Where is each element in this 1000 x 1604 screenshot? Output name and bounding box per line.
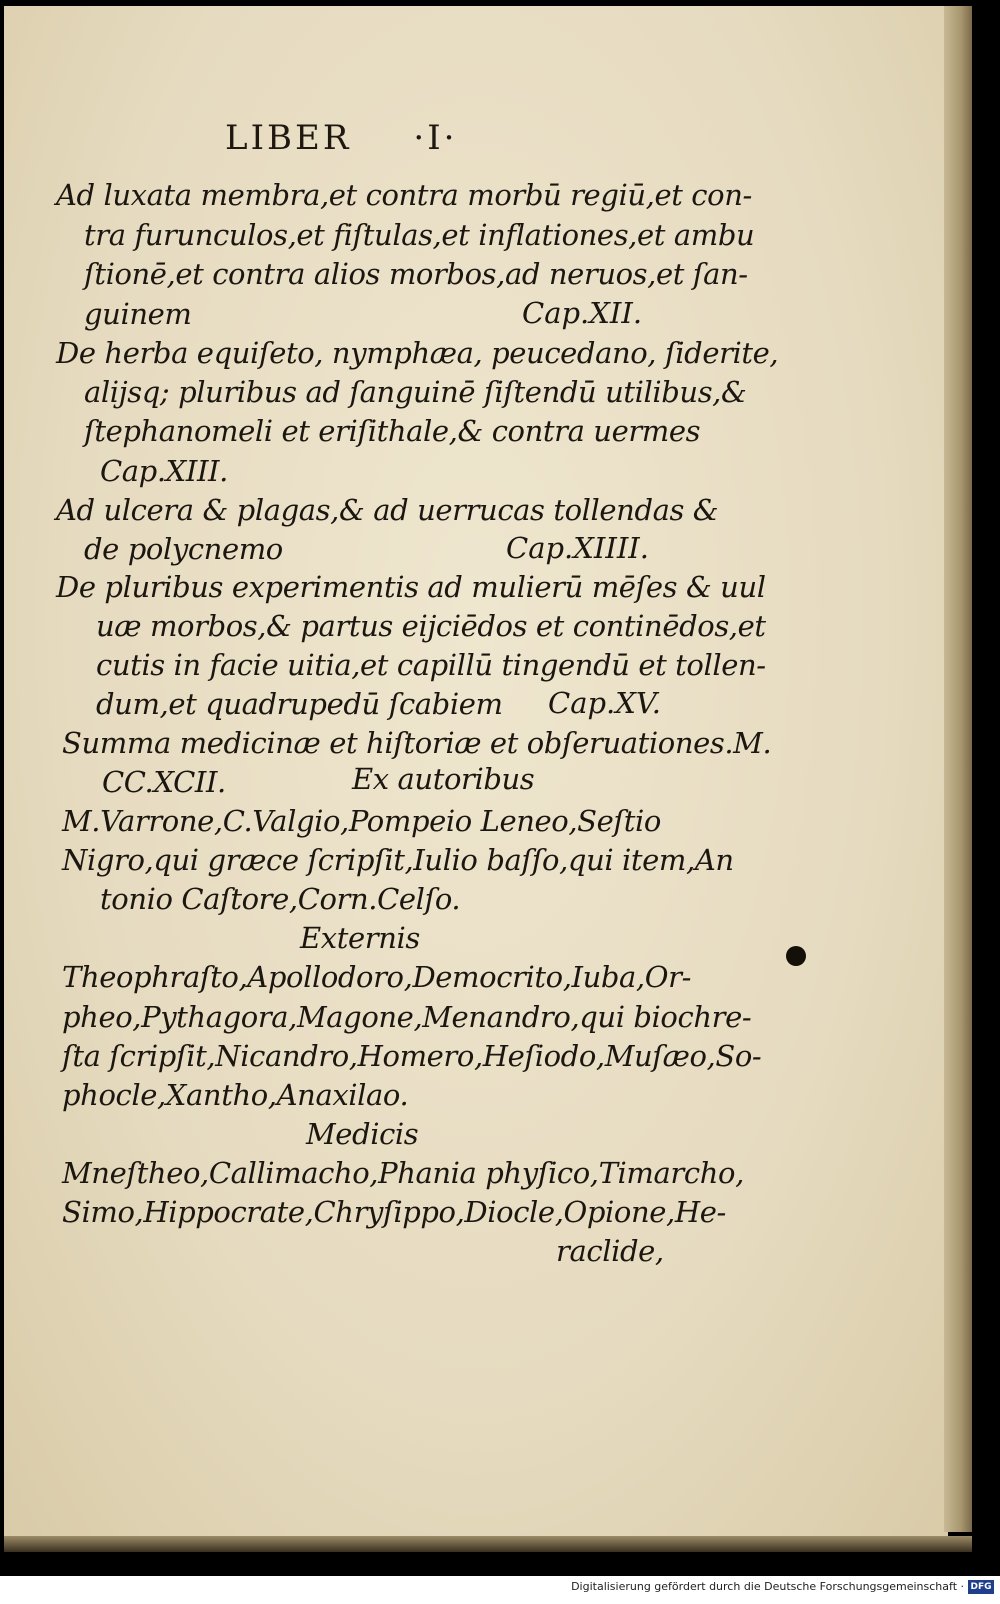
text-line: dum,et quadrupedū ſcabiem: [96, 687, 503, 721]
text-line: phocle,Xantho,Anaxilao.: [62, 1078, 409, 1112]
text-line: cutis in facie uitia,et capillū tingendū et tollen-: [96, 648, 766, 682]
text-line: pheo,Pythagora,Magone,Menandro,qui biochre-: [62, 1000, 752, 1034]
text-line: Ad ulcera & plagas,& ad uerrucas tollendas &: [56, 493, 719, 527]
header-title: LIBER: [225, 118, 352, 158]
text-line: Theophraſto,Apollodoro,Democrito,Iuba,Or-: [62, 960, 691, 994]
text-line: M.Varrone,C.Valgio,Pompeio Leneo,Seſtio: [62, 804, 661, 838]
page-bottom-edge: [4, 1536, 972, 1552]
section-heading: Ex autoribus: [352, 762, 535, 796]
text-line: raclide,: [556, 1234, 664, 1268]
text-line: Nigro,qui græce ſcripſit,Iulio baſſo,qui item,An: [62, 843, 734, 877]
footer-credit: Digitalisierung gefördert durch die Deutsche Forschungsgemeinschaft ·: [0, 1576, 1000, 1604]
text-line: De herba equiſeto, nymphæa, peucedano, ſiderite,: [56, 336, 779, 370]
page-edge: [944, 6, 972, 1532]
section-heading: Externis: [300, 921, 420, 955]
text-line: CC.XCII.: [102, 765, 226, 799]
chapter-ref: Cap.XV.: [548, 686, 661, 720]
text-line: De pluribus experimentis ad mulierū mēſes & uul: [56, 570, 766, 604]
dfg-logo: DFG: [968, 1580, 994, 1594]
text-line: Simo,Hippocrate,Chryſippo,Diocle,Opione,He-: [62, 1195, 726, 1229]
text-line: tra furunculos,et fiſtulas,et inflationes,et ambu: [84, 218, 755, 252]
ink-blot: [786, 946, 806, 966]
text-line: Summa medicinæ et hiſtoriæ et obſeruationes.M.: [62, 726, 772, 760]
chapter-ref: Cap.XII.: [522, 296, 643, 330]
text-line: tonio Caſtore,Corn.Celſo.: [100, 882, 461, 916]
section-heading: Medicis: [306, 1117, 419, 1151]
chapter-ref: Cap.XIIII.: [506, 531, 649, 565]
text-line: guinem: [84, 297, 192, 331]
text-line: de polycnemo: [84, 532, 283, 566]
text-line: Cap.XIII.: [100, 454, 228, 488]
text-line: ſtephanomeli et eriſithale,& contra uermes: [84, 414, 701, 448]
text-line: uæ morbos,& partus eijciēdos et continēdos,et: [96, 609, 766, 643]
text-line: Mneſtheo,Callimacho,Phania phyſico,Timarcho,: [62, 1156, 744, 1190]
text-line: alijsq; pluribus ad ſanguinē ſiſtendū utilibus,&: [84, 375, 747, 409]
text-line: ſtionē,et contra alios morbos,ad neruos,et ſan-: [84, 257, 748, 291]
text-line: ſta ſcripſit,Nicandro,Homero,Heſiodo,Muſæo,So-: [62, 1039, 762, 1073]
header-book-number: ·I·: [413, 118, 458, 158]
text-line: Ad luxata membra,et contra morbū regiū,et con-: [56, 178, 752, 212]
running-header: [225, 118, 525, 158]
